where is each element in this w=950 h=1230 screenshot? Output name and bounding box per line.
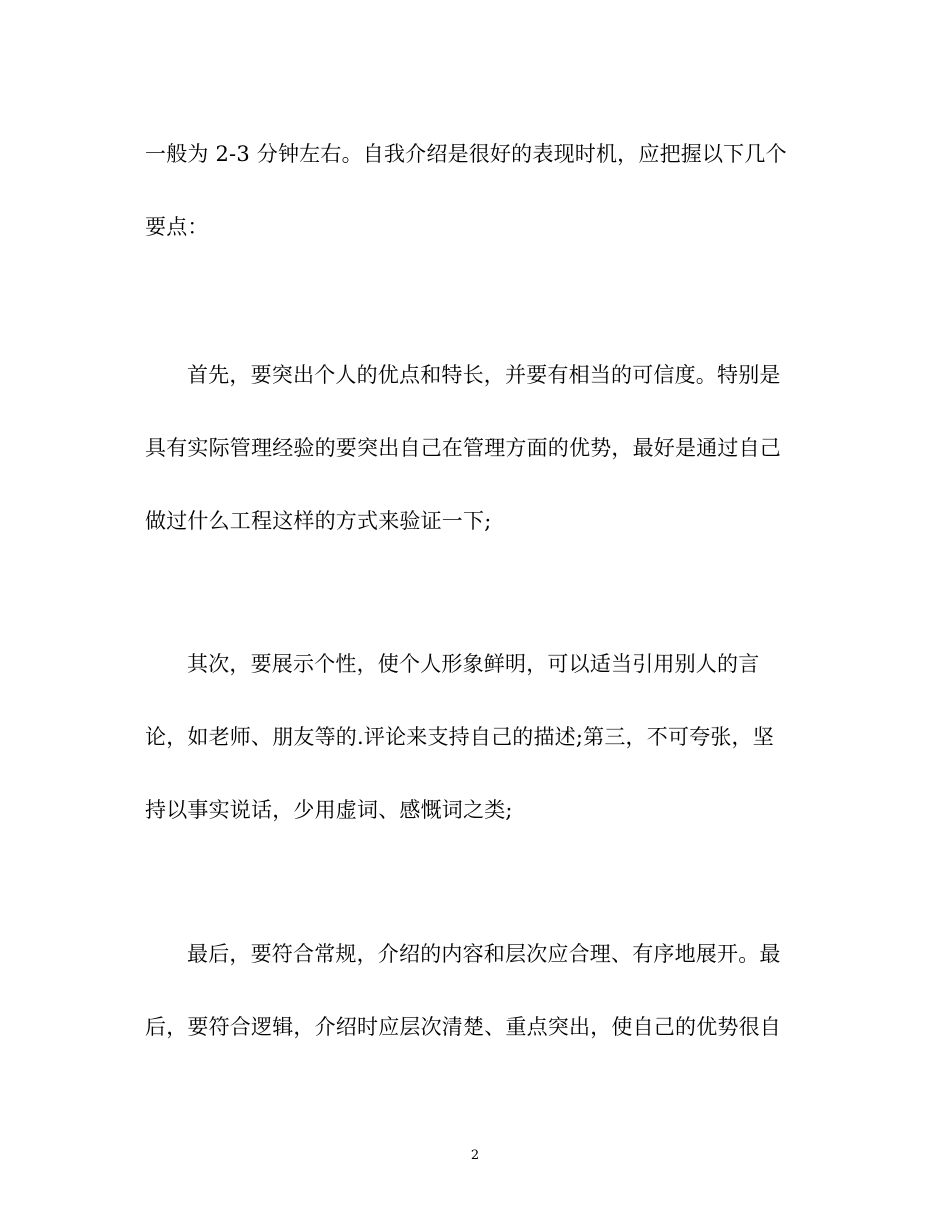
- paragraph-line: 做过什么工程这样的方式来验证一下;: [145, 509, 492, 533]
- paragraph-line: 论，如老师、朋友等的.评论来支持自己的描述;第三，不可夸张，坚: [145, 725, 774, 749]
- page-number: 2: [470, 1148, 480, 1163]
- paragraph-line: 一般为 2-3 分钟左右。自我介绍是很好的表现时机，应把握以下几个: [145, 142, 787, 166]
- paragraph-line: 持以事实说话，少用虚词、感慨词之类;: [145, 798, 513, 822]
- paragraph-line: 最后，要符合常规，介绍的内容和层次应合理、有序地展开。最: [187, 942, 781, 966]
- paragraph-line: 要点：: [145, 215, 209, 239]
- paragraph-line: 后，要符合逻辑，介绍时应层次清楚、重点突出，使自己的优势很自: [145, 1015, 781, 1039]
- paragraph-line: 具有实际管理经验的要突出自己在管理方面的优势，最好是通过自己: [145, 436, 781, 460]
- paragraph-line: 首先，要突出个人的优点和特长，并要有相当的可信度。特别是: [187, 363, 781, 387]
- paragraph-line: 其次，要展示个性，使个人形象鲜明，可以适当引用别人的言: [187, 652, 760, 676]
